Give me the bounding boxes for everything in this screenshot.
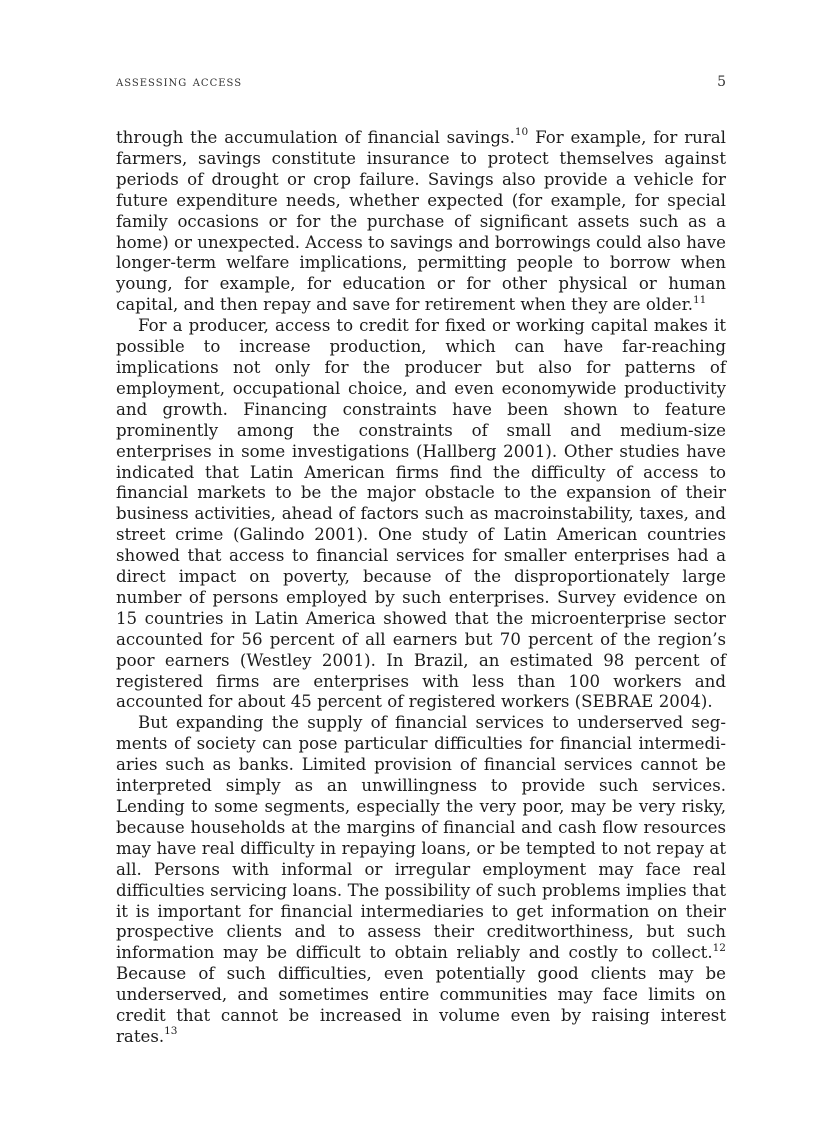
paragraph-text: But expanding the supply of financial services to underserved segments of society can pose particular difficulties for financial intermediaries such as banks. Limited provision of financial services cannot be interpreted simply as an unwillingness to provide such services. Lending to some segments, especially the very poor, may be very risky, because households at the margins of financial and cash flow resources may have real difficulty in repaying loans, or be tempted to not repay at all. Persons with informal or irregular employment may face real difficulties servicing loans. The possibility of such problems implies that it is important for financial intermediaries to get information on their prospective clients and to assess their creditworthiness, but such information may be difficult to obtain reliably and costly to collect.	[116, 713, 726, 963]
running-header	[116, 74, 726, 94]
footnote-marker-10: 10	[514, 126, 529, 139]
paragraph-savings	[116, 128, 726, 316]
footnote-marker-11: 11	[692, 293, 707, 306]
running-head-title: assessing access	[116, 74, 243, 90]
paragraph-text: through the accumulation of financial savings.	[116, 128, 515, 147]
paragraph-text: For example, for rural farmers, savings constitute insurance to protect themselves against periods of drought or crop failure. Savings also provide a vehicle for future expenditure needs, whether expected (for example, for special family occasions or for the purchase of significant assets such as a home) or unexpected. Access to savings and borrowings could also have longer-term welfare implications, permitting people to borrow when young, for example, for education or for other physical or human capital, and then repay and save for retirement when they are older.	[116, 128, 726, 315]
footnote-marker-12: 12	[712, 941, 726, 954]
page-number: 5	[717, 74, 726, 90]
footnote-marker-13: 13	[164, 1025, 178, 1038]
paragraph-text: Because of such difficulties, even potentially good clients may be underserved, and sometimes entire communities may face limits on credit that cannot be increased in volume even by raising interest rates.	[116, 964, 726, 1046]
paragraph-producer-credit	[116, 316, 726, 713]
body-text	[116, 128, 726, 1048]
paragraph-supply-difficulties	[116, 713, 726, 1048]
paragraph-text: For a producer, access to credit for fixed or working capital makes it possible to increase production, which can have far-reaching implications not only for the producer but also for patterns of employment, occupational choice, and even economywide productivity and growth. Financing constraints have been shown to feature prominently among the constraints of small and medium-size enterprises in some investigations (Hallberg 2001). Other studies have indicated that Latin American firms find the difficulty of access to financial markets to be the major obstacle to the expansion of their business activities, ahead of factors such as macroinstability, taxes, and street crime (Galindo 2001). One study of Latin American countries showed that access to financial services for smaller enterprises had a direct impact on poverty, because of the disproportionately large number of persons employed by such enterprises. Survey evidence on 15 countries in Latin America showed that the microenterprise sector accounted for 56 percent of all earners but 70 percent of the region’s poor earners (Westley 2001). In Brazil, an estimated 98 percent of registered firms are enterprises with less than 100 workers and accounted for about 45 percent of registered workers (SEBRAE 2004).	[116, 316, 726, 712]
